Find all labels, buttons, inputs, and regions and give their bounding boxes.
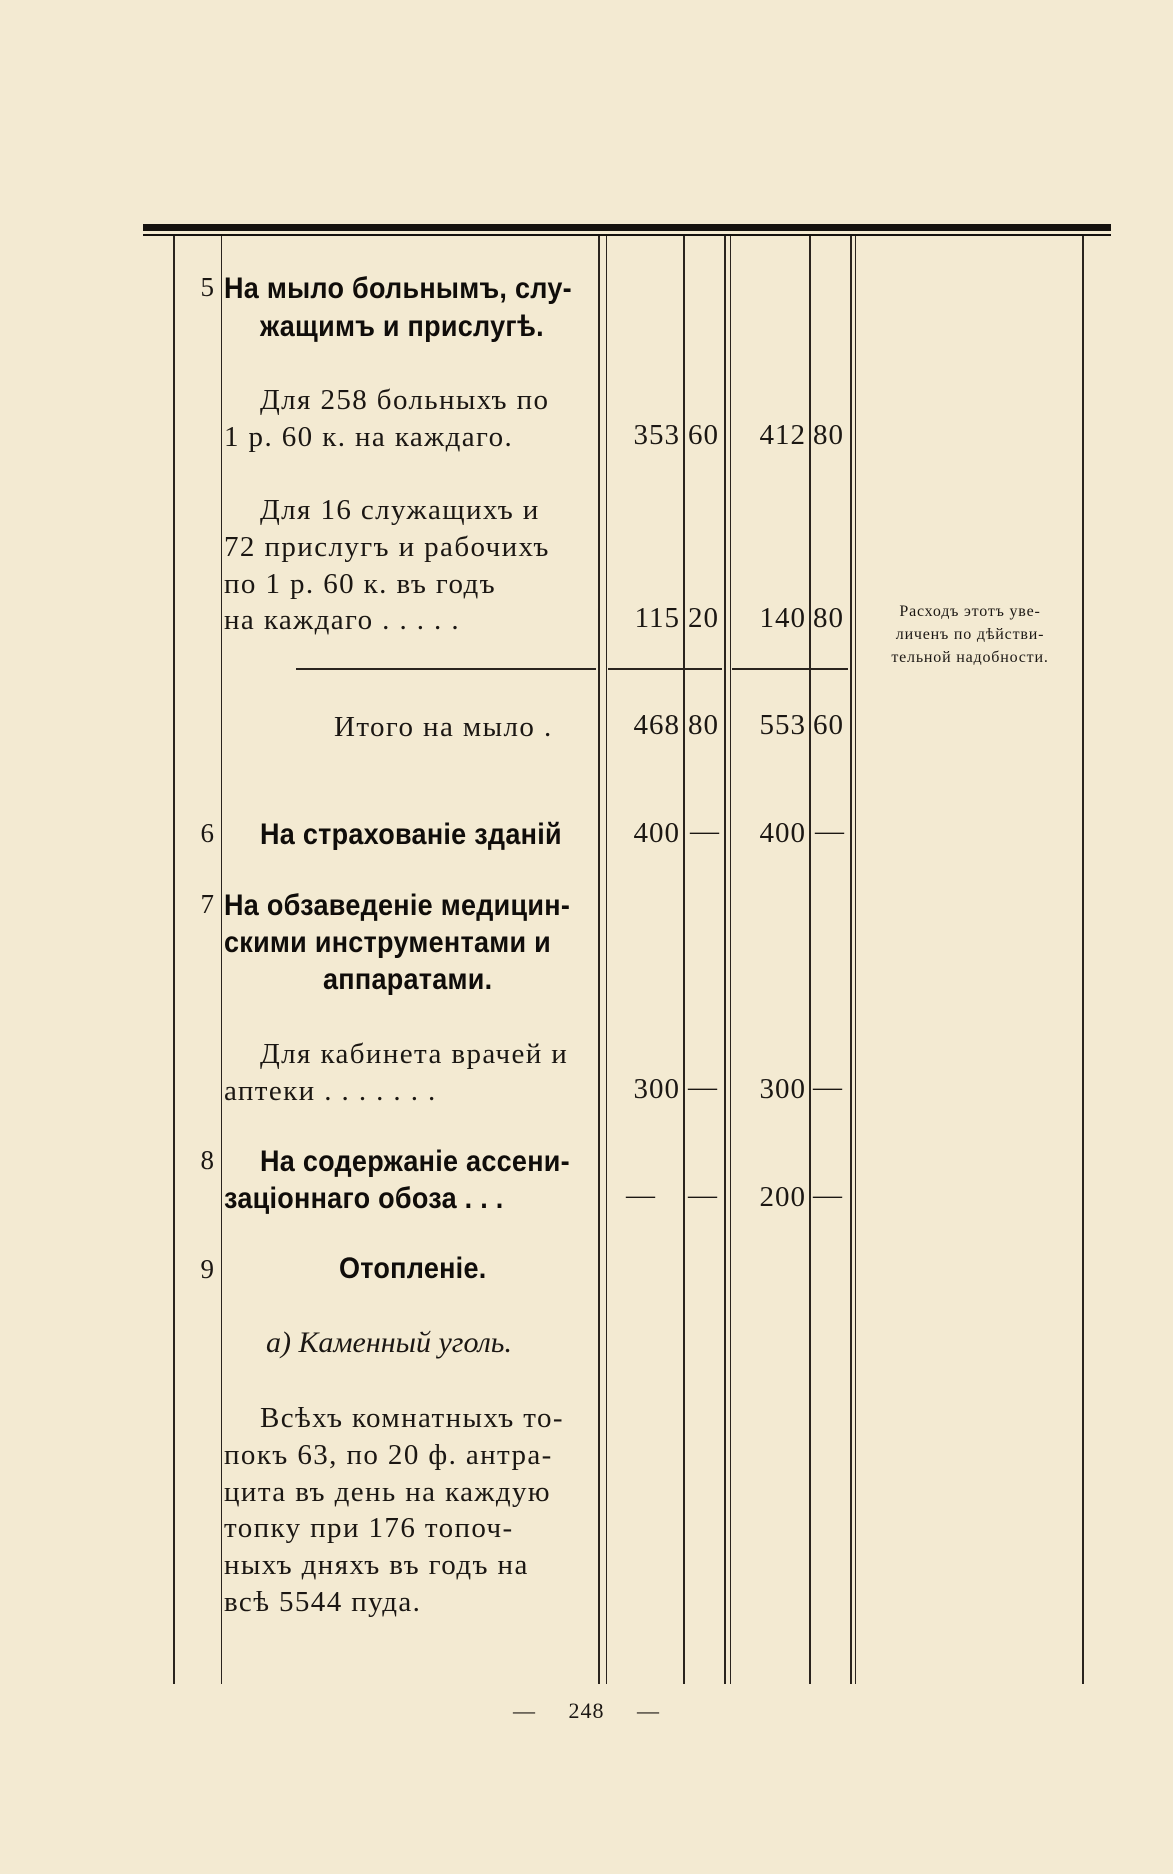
amount-rubles: 115	[634, 602, 680, 634]
amount-rubles: 300	[633, 1073, 680, 1105]
row-text-line: цита въ день на каждую	[224, 1476, 551, 1508]
total-kopecks: 80	[688, 709, 719, 741]
row-text-line: на каждаго . . . . .	[224, 604, 460, 636]
remark-line: Расходъ этотъ уве-	[899, 603, 1041, 620]
item-number: 7	[200, 889, 214, 919]
remark-line: личенъ по дѣйстви-	[895, 626, 1045, 643]
row-text-line: всѣ 5544 пуда.	[224, 1586, 422, 1618]
row-text-line: Для 258 больныхъ по	[260, 384, 550, 416]
amount-kopecks: —	[813, 1179, 843, 1211]
amount-kopecks: —	[813, 1071, 843, 1103]
item-heading-line: На мыло больнымъ, слу-	[224, 272, 572, 305]
row-text-line: Для 16 служащихъ и	[260, 494, 540, 526]
total-rubles: 468	[633, 709, 680, 741]
item-heading-line: аппаратами.	[323, 963, 493, 996]
top-rule-thin	[143, 234, 1111, 236]
item-heading-line: заціоннаго обоза . . .	[224, 1182, 504, 1215]
item-number: 8	[200, 1145, 214, 1175]
amount-rubles: 140	[759, 602, 806, 634]
item-subheading: а) Каменный уголь.	[266, 1326, 512, 1359]
page-number: 248	[568, 1698, 605, 1723]
row-text-line: аптеки . . . . . . .	[224, 1075, 437, 1107]
row-text-line: Всѣхъ комнатныхъ то-	[260, 1402, 564, 1434]
footer-dash: —	[637, 1698, 660, 1723]
total-rubles: 553	[759, 709, 806, 741]
col-line-sum1-start	[606, 236, 607, 1684]
item-heading-line: жащимъ и прислугѣ.	[260, 310, 544, 343]
col-line-sum1-end	[724, 236, 726, 1684]
sum-rule	[608, 668, 722, 670]
remark-line: тельной надобности.	[891, 649, 1049, 666]
col-line-left-outer	[173, 236, 175, 1684]
item-heading-line: На обзаведеніе медицин-	[224, 889, 571, 922]
item-heading: На страхованіе зданій	[260, 818, 562, 851]
amount-kopecks: —	[690, 815, 720, 847]
amount-rubles: 400	[633, 817, 680, 849]
col-line-left-inner	[221, 236, 222, 1684]
amount-kopecks: —	[688, 1071, 718, 1103]
col-line-sum2-end	[850, 236, 852, 1684]
amount-rubles: 353	[633, 419, 680, 451]
sum-rule	[732, 668, 848, 670]
row-text-line: Для кабинета врачей и	[260, 1038, 569, 1070]
sum-rule	[296, 668, 596, 670]
amount-rubles: 400	[759, 817, 806, 849]
item-heading-line: На содержаніе ассени-	[260, 1145, 570, 1178]
item-number: 6	[200, 818, 214, 848]
amount-kopecks: 80	[813, 419, 844, 451]
row-text-line: 72 прислугъ и рабочихъ	[224, 531, 550, 563]
amount-rubles: 412	[759, 419, 806, 451]
amount-kopecks: —	[688, 1179, 718, 1211]
amount-kopecks: 60	[688, 419, 719, 451]
total-kopecks: 60	[813, 709, 844, 741]
total-label: Итого на мыло .	[334, 711, 553, 743]
amount-kopecks: 20	[688, 602, 719, 634]
top-rule-thick	[143, 224, 1111, 231]
item-heading: Отопленіе.	[339, 1252, 487, 1285]
page-footer	[0, 1698, 1173, 1724]
amount-kopecks: 80	[813, 602, 844, 634]
col-line-sum2-start	[730, 236, 731, 1684]
row-text-line: 1 р. 60 к. на каждаго.	[224, 421, 514, 453]
col-line-note-start	[855, 236, 856, 1684]
item-number: 9	[200, 1254, 214, 1284]
amount-kopecks: —	[815, 815, 845, 847]
row-text-line: по 1 р. 60 к. въ годъ	[224, 568, 497, 600]
amount-rubles: 300	[759, 1073, 806, 1105]
col-line-sum1-kop	[683, 236, 685, 1684]
footer-dash: —	[513, 1698, 536, 1723]
amount-rubles: 200	[759, 1181, 806, 1213]
amount-rubles: —	[626, 1179, 656, 1211]
col-line-right-outer	[1082, 236, 1084, 1684]
item-heading-line: скими инструментами и	[224, 926, 552, 959]
row-text-line: топку при 176 топоч-	[224, 1512, 514, 1544]
col-line-sum2-kop	[809, 236, 811, 1684]
row-text-line: ныхъ дняхъ въ годъ на	[224, 1549, 529, 1581]
item-number: 5	[200, 272, 214, 302]
row-text-line: покъ 63, по 20 ф. антра-	[224, 1439, 553, 1471]
